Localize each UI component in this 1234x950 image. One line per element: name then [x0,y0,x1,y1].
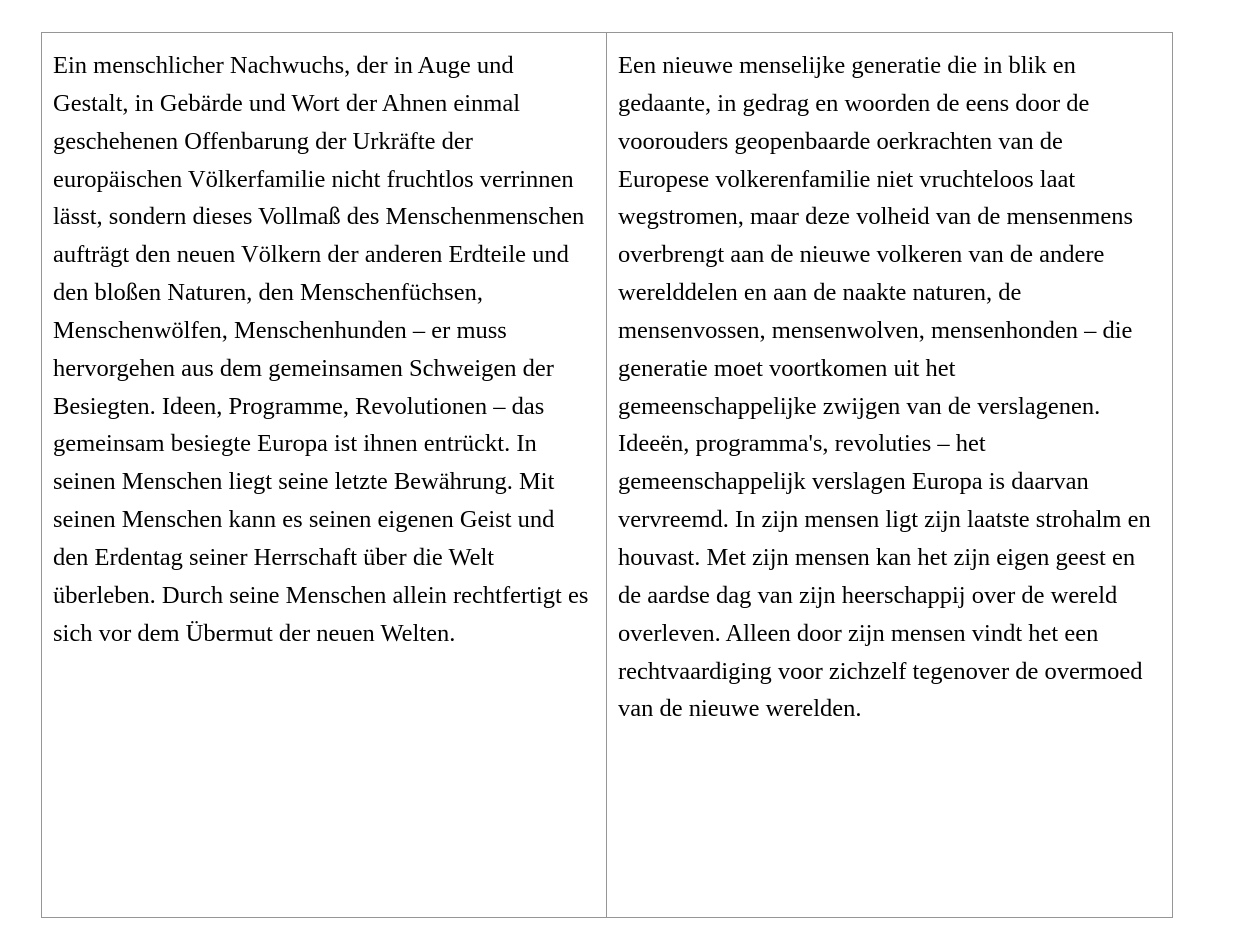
table-row [42,33,1173,918]
table-cell-translation-dutch [607,33,1173,918]
bilingual-table [41,32,1173,918]
bilingual-table-container [41,32,1172,918]
source-text-german: Ein menschlicher Nachwuchs, der in Auge und Gestalt, in Gebärde und Wort der Ahnen einmal geschehenen Offenbarung der Urkräfte der europäischen Völkerfamilie nicht fruchtlos verrinnen lässt, sondern dieses Vollmaß des Menschenmenschen aufträgt den neuen Völkern der anderen Erdteile und den bloßen Naturen, den Menschenfüchsen, Menschenwölfen, Menschenhunden – er muss hervorgehen aus dem gemeinsamen Schweigen der Besiegten. Ideen, Programme, Revolutionen – das gemeinsam besiegte Europa ist ihnen entrückt. In seinen Menschen liegt seine letzte Bewährung. Mit seinen Menschen kann es seinen eigenen Geist und den Erdentag seiner Herrschaft über die Welt überleben. Durch seine Menschen allein rechtfertigt es sich vor dem Übermut der neuen Welten. [53,52,595,647]
translation-text-dutch: Een nieuwe menselijke generatie die in blik en gedaante, in gedrag en woorden de eens door de voorouders geopenbaarde oerkrachten van de Europese volkerenfamilie niet vruchteloos laat wegstromen, maar deze volheid van de mensenmens overbrengt aan de nieuwe volkeren van de andere werelddelen en aan de naakte naturen, de mensenvossen, mensenwolven, mensenhonden – die generatie moet voortkomen uit het gemeenschappelijke zwijgen van de verslagenen. Ideeën, programma's, revoluties – het gemeenschappelijk verslagen Europa is daarvan vervreemd. In zijn mensen ligt zijn laatste strohalm en houvast. Met zijn mensen kan het zijn eigen geest en de aardse dag van zijn heerschappij over de wereld overleven. Alleen door zijn mensen vindt het een rechtvaardiging voor zichzelf tegenover de overmoed van de nieuwe werelden. [618,52,1157,723]
table-cell-source-german [42,33,607,918]
